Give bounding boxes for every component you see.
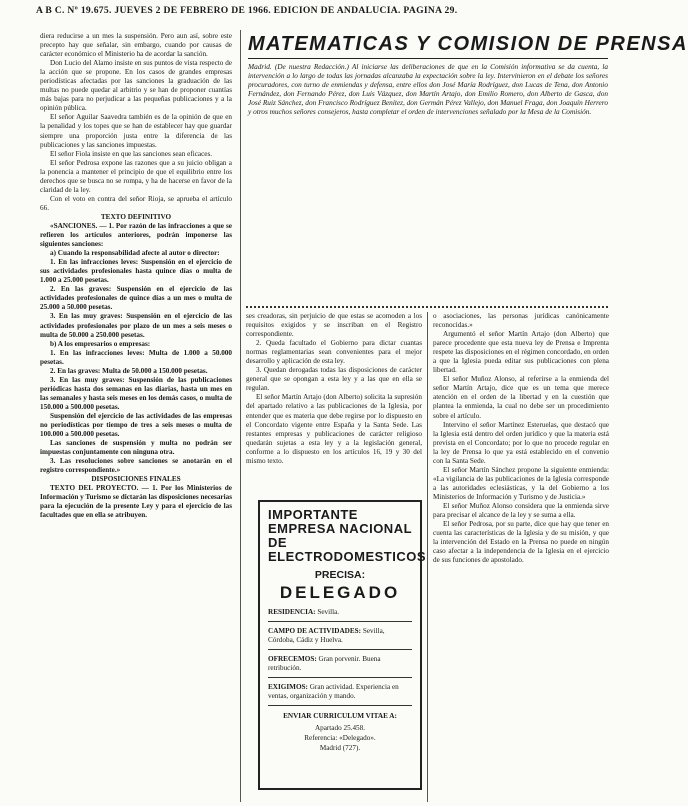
dotted-separator — [246, 306, 608, 308]
ad-value: Sevilla, Córdoba, Cádiz y Huelva. — [268, 627, 385, 644]
paragraph: a) Cuando la responsabilidad afecte al autor o director: — [50, 249, 220, 258]
paragraph: diera reducirse a un mes la suspensión. Pero aun así, sobre este precepto hay que señalar, sin embargo, cuando por causas de carácter económico el Ministerio ha de acordar la sanción. — [40, 32, 232, 59]
ad-position: DELEGADO — [279, 583, 401, 602]
paragraph: ses creadoras, sin perjuicio de que estas se acomoden a los requisitos exigidos y se inscriban en el Registro correspondiente. — [246, 312, 422, 339]
ad-label: CAMPO DE ACTIVIDADES: — [268, 627, 362, 635]
paragraph: El señor Muñoz Alonso, al referirse a la enmienda del señor Martín Artajo, dice que es un tema que merece atención en el orden de la libertad y en la cuestión que plantea la enmienda, la cual no debe ser un procedimiento sobre el artículo. — [433, 375, 609, 420]
paragraph: El señor Aguilar Saavedra también es de la opinión de que en la penalidad y los topes que se han de establecer hay que guardar siempre una proporción justa entre la diferencia de las publicaciones y las sanciones impuestas. — [40, 113, 232, 149]
paragraph: Suspensión del ejercicio de las actividades de las empresas no periodísticas por tiempo de tres a seis meses o multa de 100.000 a 500.000 pesetas. — [40, 411, 232, 439]
ad-divider — [268, 621, 412, 622]
title-rule — [248, 58, 608, 59]
paragraph: b) A los empresarios o empresas: — [50, 339, 151, 348]
ad-campo — [268, 627, 412, 645]
ad-label: RESIDENCIA: — [268, 608, 316, 616]
ad-divider — [268, 649, 412, 650]
banner-text: Madrid. (De nuestra Redacción.) Al iniciarse las deliberaciones de que en la Comisión informativa se da cuenta, la intervención a lo largo de todas las jornadas alcanzaba la expectación sobre la ley. Intervinieron en el debate los señores procuradores, con turno de enmiendas y defensa, entre ellos don José María Rodríguez, don Lucas de Tena, don Antonio Fernández, don Fernando Pérez, don Luis Vázquez, don Martín Artajo, don Emilio Romero, don Alberto de Gasca, don José Ruiz Sánchez, don Francisco Rodríguez Benítez, don Germán Pérez Vallejo, don Manuel Fraga, don Joaquín Herrero y otros muchos señores consejeros, hasta completar el orden de intervenciones señalado por la Mesa de la Comisión. — [248, 62, 608, 117]
paragraph: El señor Muñoz Alonso considera que la enmienda sirve para precisar el alcance de la ley y se suma a ella. — [433, 501, 609, 520]
section-heading: TEXTO DEFINITIVO — [100, 212, 172, 221]
paragraph: El señor Pedrosa, por su parte, dice que hay que tener en cuenta las características de la Iglesia y de su misión, y que la intervención del Estado en la Prensa no puede en ningún caso afectar a la independencia de la Iglesia en el ejercicio de sus funciones de apostolado. — [433, 520, 609, 565]
paragraph: 3. En las muy graves: Suspensión de las publicaciones periódicas hasta dos semanas en las diarias, hasta un mes en las semanales y hasta seis meses en los demás casos, o multa de 150.000 a 500.000 pesetas. — [40, 375, 232, 411]
ad-value: Sevilla. — [317, 608, 340, 616]
section-heading: DISPOSICIONES FINALES — [91, 475, 181, 484]
ad-residencia — [268, 608, 412, 617]
ad-ofrecemos — [268, 655, 412, 673]
ad-divider — [268, 677, 412, 678]
banner-title: MATEMATICAS Y COMISION DE PRENSA — [248, 33, 688, 55]
paragraph: TEXTO DEL PROYECTO. — 1. Por los Ministerios de Información y Turismo se dictarán las disposiciones necesarias para la ejecución de la presente Ley y para el ejercicio de las facultades que en ella se atribuyen. — [40, 484, 232, 520]
paragraph: Intervino el señor Martínez Esteruelas, que destacó que la Iglesia está dentro del orden jurídico y que la materia está prevista en el Concordato; por lo que no procede regular en la ley de Prensa lo que ya está establecido en el convenio con la Santa Sede. — [433, 420, 609, 465]
ad-label: OFRECEMOS: — [268, 655, 317, 663]
ad-precisa: PRECISA: — [314, 569, 366, 581]
ad-value: Gran actividad. Experiencia en ventas, organización y mando. — [268, 683, 399, 700]
paragraph: 2. En las graves: Suspensión en el ejercicio de las actividades profesionales de quince días a un mes o multa de 25.000 a 50.000 pesetas. — [40, 285, 232, 312]
paragraph: o asociaciones, las personas jurídicas canónicamente reconocidas.» — [433, 312, 609, 330]
paragraph: El señor Pedrosa expone las razones que a su juicio obligan a la ponencia a mantener el principio de que el equilibrio entre los derechos que se busca no se rompa, y ha de hacerse en favor de la claridad de la ley. — [40, 158, 232, 194]
page-header: A B C. Nº 19.675. JUEVES 2 DE FEBRERO DE 1966. EDICION DE ANDALUCIA. PAGINA 29. — [36, 5, 458, 16]
paragraph: 2. Queda facultado el Gobierno para dictar cuantas normas reglamentarias sean convenientes para el mejor desarrollo y aplicación de esta ley. — [246, 339, 422, 366]
paragraph: El señor Martín Artajo (don Alberto) solicita la supresión del apartado relativo a las publicaciones de la Iglesia, por entender que es materia que debe regirse por lo dispuesto en el Concordato vigente entre España y la Santa Sede. Las restantes empresas y publicaciones de carácter religioso quedarán sujetas a esta ley y a la legislación general, conforme a lo dispuesto en los artículos 16, 19 y 30 del mismo texto. — [246, 393, 422, 465]
article-column-left — [40, 32, 232, 802]
ad-exigimos — [268, 683, 412, 701]
paragraph: 2. En las graves: Multa de 50.000 a 150.000 pesetas. — [50, 366, 208, 375]
article-column-right — [433, 312, 609, 802]
paragraph: 1. En las infracciones leves: Suspensión en el ejercicio de sus actividades profesionales hasta quince días o multa de 1.000 a 25.000 pesetas. — [40, 258, 232, 285]
ad-headline: IMPORTANTE EMPRESA NACIONAL DE ELECTRODOMESTICOS — [268, 507, 427, 564]
paragraph: 3. En las muy graves: Suspensión en el ejercicio de las actividades profesionales por plazo de un mes a seis meses o multa de 50.000 a 250.000 pesetas. — [40, 312, 232, 339]
paragraph: Con el voto en contra del señor Rioja, se aprueba el artículo 66. — [40, 194, 232, 212]
ad-divider — [268, 705, 412, 706]
paragraph: Las sanciones de suspensión y multa no podrán ser impuestas conjuntamente con ninguna otra. — [40, 439, 232, 457]
paragraph: Don Lucio del Alamo insiste en sus puntos de vista respecto de la acción que se propone. En los casos de grandes empresas periodísticas afectadas por las sanciones la graduación de las multas no puede quedar al arbitrio y se han de proponer cuantías más bajas para no perjudicar a las pequeñas publicaciones y a la opinión pública. — [40, 59, 232, 113]
paragraph: 3. Las resoluciones sobre sanciones se anotarán en el registro correspondiente.» — [40, 457, 232, 475]
paragraph: Argumentó el señor Martín Artajo (don Alberto) que parece procedente que esta nueva ley de Prensa e Imprenta respete las disposiciones en el régimen concordado, en orden a que la Iglesia pueda editar sus publicaciones con plena libertad. — [433, 330, 609, 375]
paragraph: El señor Fiola insiste en que las sanciones sean eficaces. — [50, 149, 213, 158]
ad-value: Gran porvenir. Buena retribución. — [268, 655, 381, 672]
ad-referencia: Referencia: «Delegado». — [304, 734, 376, 742]
paragraph: 1. En las infracciones leves: Multa de 1.000 a 50.000 pesetas. — [40, 348, 232, 366]
ad-label: EXIGIMOS: — [268, 683, 308, 691]
classified-ad — [258, 500, 427, 790]
column-divider — [240, 30, 241, 802]
article-banner — [248, 33, 688, 308]
article-column-middle — [246, 312, 422, 497]
paragraph: El señor Martín Sánchez propone la siguiente enmienda: «La vigilancia de las publicaciones de la Iglesia corresponde a las autoridades eclesiásticas, y la del Gobierno a los Ministerios de Información y Turismo y de Justicia.» — [433, 465, 609, 501]
paragraph: «SANCIONES. — 1. Por razón de las infracciones a que se refieren los artículos anteriores, podrán imponerse las siguientes sanciones: — [40, 221, 232, 249]
paragraph: 3. Quedan derogadas todas las disposiciones de carácter general que se opongan a esta ley y a las que en ella se regulan. — [246, 366, 422, 393]
column-divider — [427, 312, 428, 802]
ad-apartado: Apartado 25.458. — [314, 724, 366, 732]
ad-ciudad: Madrid (727). — [319, 744, 361, 752]
ad-enviar: ENVIAR CURRICULUM VITAE A: — [283, 712, 397, 720]
